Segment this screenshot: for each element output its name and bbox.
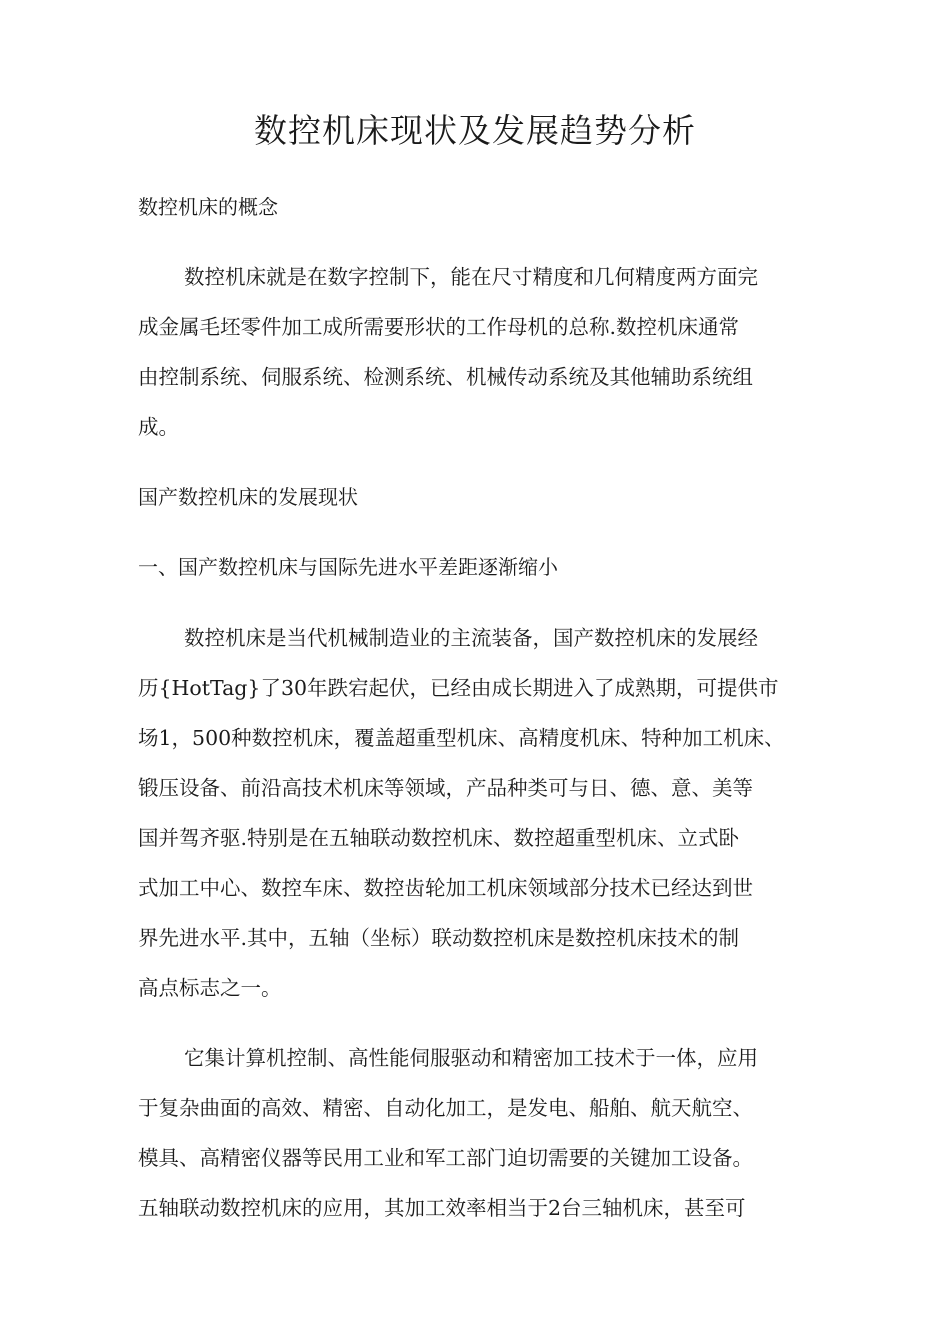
paragraph-line: 数控机床是当代机械制造业的主流装备，国产数控机床的发展经: [184, 626, 758, 650]
subsection-heading: 一、国产数控机床与国际先进水平差距逐渐缩小: [138, 555, 558, 579]
paragraph-line: 于复杂曲面的高效、精密、自动化加工，是发电、船舶、航天航空、: [138, 1096, 753, 1120]
paragraph-line: 五轴联动数控机床的应用，其加工效率相当于2台三轴机床，甚至可: [138, 1196, 746, 1220]
paragraph-line: 成金属毛坯零件加工成所需要形状的工作母机的总称.数控机床通常: [138, 315, 740, 339]
paragraph-line: 锻压设备、前沿高技术机床等领域，产品种类可与日、德、意、美等: [138, 776, 753, 800]
paragraph-line: 它集计算机控制、高性能伺服驱动和精密加工技术于一体，应用: [184, 1046, 758, 1070]
paragraph-line: 场1，500种数控机床，覆盖超重型机床、高精度机床、特种加工机床、: [138, 726, 785, 750]
section-heading-concept: 数控机床的概念: [138, 195, 278, 219]
section-heading-status: 国产数控机床的发展现状: [138, 485, 358, 509]
paragraph-line: 式加工中心、数控车床、数控齿轮加工机床领域部分技术已经达到世: [138, 876, 753, 900]
paragraph-line: 成。: [138, 415, 179, 439]
paragraph-line: 模具、高精密仪器等民用工业和军工部门迫切需要的关键加工设备。: [138, 1146, 753, 1170]
paragraph-line: 历{HotTag}了30年跌宕起伏，已经由成长期进入了成熟期，可提供市: [138, 676, 779, 700]
paragraph-line: 由控制系统、伺服系统、检测系统、机械传动系统及其他辅助系统组: [138, 365, 753, 389]
paragraph-line: 国并驾齐驱.特别是在五轴联动数控机床、数控超重型机床、立式卧: [138, 826, 740, 850]
paragraph-line: 界先进水平.其中，五轴（坐标）联动数控机床是数控机床技术的制: [138, 926, 740, 950]
document-title: 数控机床现状及发展趋势分析: [254, 111, 696, 150]
paragraph-line: 数控机床就是在数字控制下，能在尺寸精度和几何精度两方面完: [184, 265, 758, 289]
paragraph-line: 高点标志之一。: [138, 976, 282, 1000]
